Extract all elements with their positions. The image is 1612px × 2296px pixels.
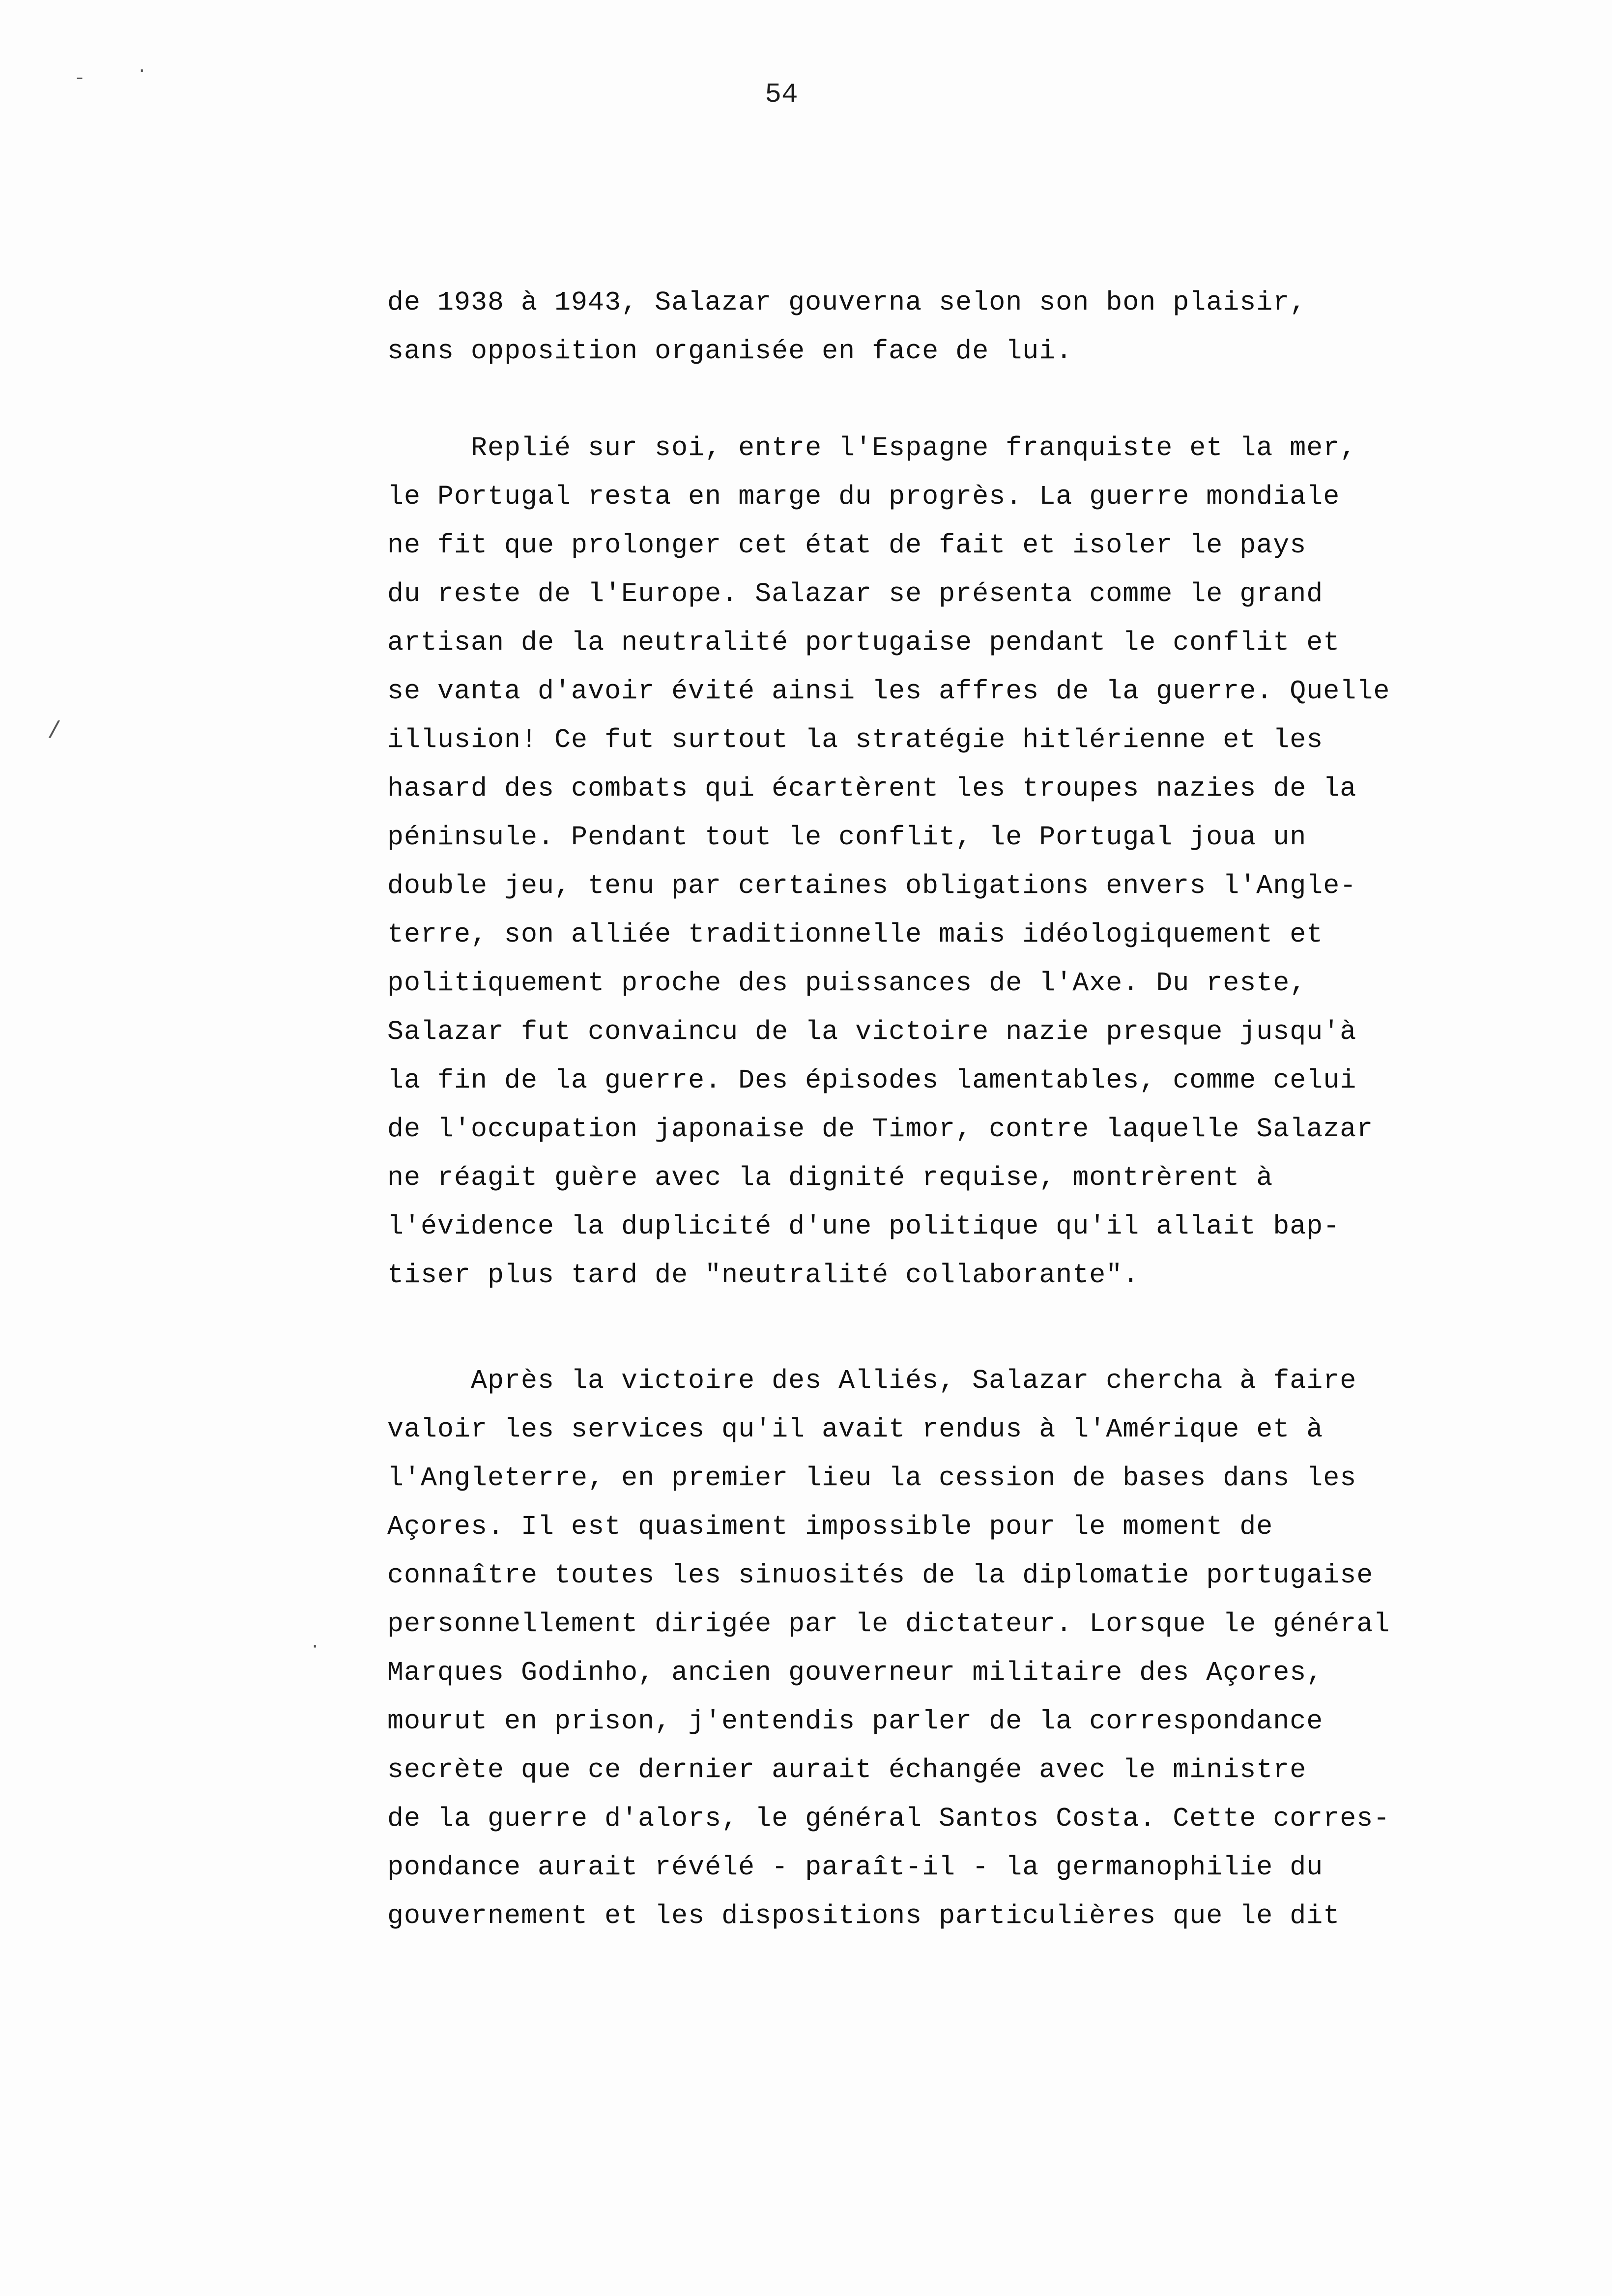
text-line: l'évidence la duplicité d'une politique qu'il allait bap-	[387, 1211, 1340, 1242]
margin-mark: -	[74, 68, 86, 90]
text-line: de 1938 à 1943, Salazar gouverna selon son bon plaisir,	[387, 287, 1307, 318]
text-line: terre, son alliée traditionnelle mais idéologiquement et	[387, 919, 1324, 950]
text-line: secrète que ce dernier aurait échangée avec le ministre	[387, 1754, 1307, 1785]
text-line: Açores. Il est quasiment impossible pour le moment de	[387, 1511, 1273, 1542]
page-number: 54	[765, 79, 798, 110]
paragraph-1	[387, 278, 1586, 375]
text-line: ne réagit guère avec la dignité requise, montrèrent à	[387, 1162, 1273, 1193]
margin-mark: ·	[137, 61, 147, 81]
paragraph-3	[387, 1356, 1586, 1940]
text-line: le Portugal resta en marge du progrès. La guerre mondiale	[387, 481, 1340, 512]
text-line: valoir les services qu'il avait rendus à l'Amérique et à	[387, 1414, 1324, 1445]
text-line: personnellement dirigée par le dictateur. Lorsque le général	[387, 1608, 1390, 1639]
text-line: de l'occupation japonaise de Timor, contre laquelle Salazar	[387, 1114, 1374, 1145]
text-line: pondance aurait révélé - paraît-il - la germanophilie du	[387, 1852, 1324, 1883]
text-line: connaître toutes les sinuosités de la diplomatie portugaise	[387, 1560, 1374, 1591]
text-line: Salazar fut convaincu de la victoire nazie presque jusqu'à	[387, 1016, 1357, 1047]
text-line: double jeu, tenu par certaines obligations envers l'Angle-	[387, 870, 1357, 901]
text-line: l'Angleterre, en premier lieu la cession de bases dans les	[387, 1463, 1357, 1493]
text-line: du reste de l'Europe. Salazar se présenta comme le grand	[387, 578, 1324, 609]
text-line: Marques Godinho, ancien gouverneur militaire des Açores,	[387, 1657, 1324, 1688]
paragraph-2	[387, 424, 1586, 1299]
text-line: péninsule. Pendant tout le conflit, le Portugal joua un	[387, 822, 1307, 853]
text-line: Après la victoire des Alliés, Salazar chercha à faire	[471, 1365, 1357, 1396]
text-line: illusion! Ce fut surtout la stratégie hitlérienne et les	[387, 724, 1324, 755]
text-line: tiser plus tard de "neutralité collaborante".	[387, 1260, 1140, 1291]
text-line: politiquement proche des puissances de l'Axe. Du reste,	[387, 968, 1307, 999]
text-line: se vanta d'avoir évité ainsi les affres de la guerre. Quelle	[387, 676, 1390, 707]
text-line: la fin de la guerre. Des épisodes lamentables, comme celui	[387, 1065, 1357, 1096]
margin-mark: /	[47, 718, 61, 745]
text-line: gouvernement et les dispositions particulières que le dit	[387, 1900, 1340, 1931]
text-line: Replié sur soi, entre l'Espagne franquiste et la mer,	[471, 432, 1357, 463]
text-line: hasard des combats qui écartèrent les troupes nazies de la	[387, 773, 1357, 804]
text-line: artisan de la neutralité portugaise pendant le conflit et	[387, 627, 1340, 658]
text-line: sans opposition organisée en face de lui.	[387, 336, 1073, 367]
margin-mark: ·	[310, 1636, 320, 1657]
text-line: mourut en prison, j'entendis parler de la correspondance	[387, 1706, 1324, 1737]
text-line: ne fit que prolonger cet état de fait et isoler le pays	[387, 530, 1307, 561]
text-line: de la guerre d'alors, le général Santos Costa. Cette corres-	[387, 1803, 1390, 1834]
